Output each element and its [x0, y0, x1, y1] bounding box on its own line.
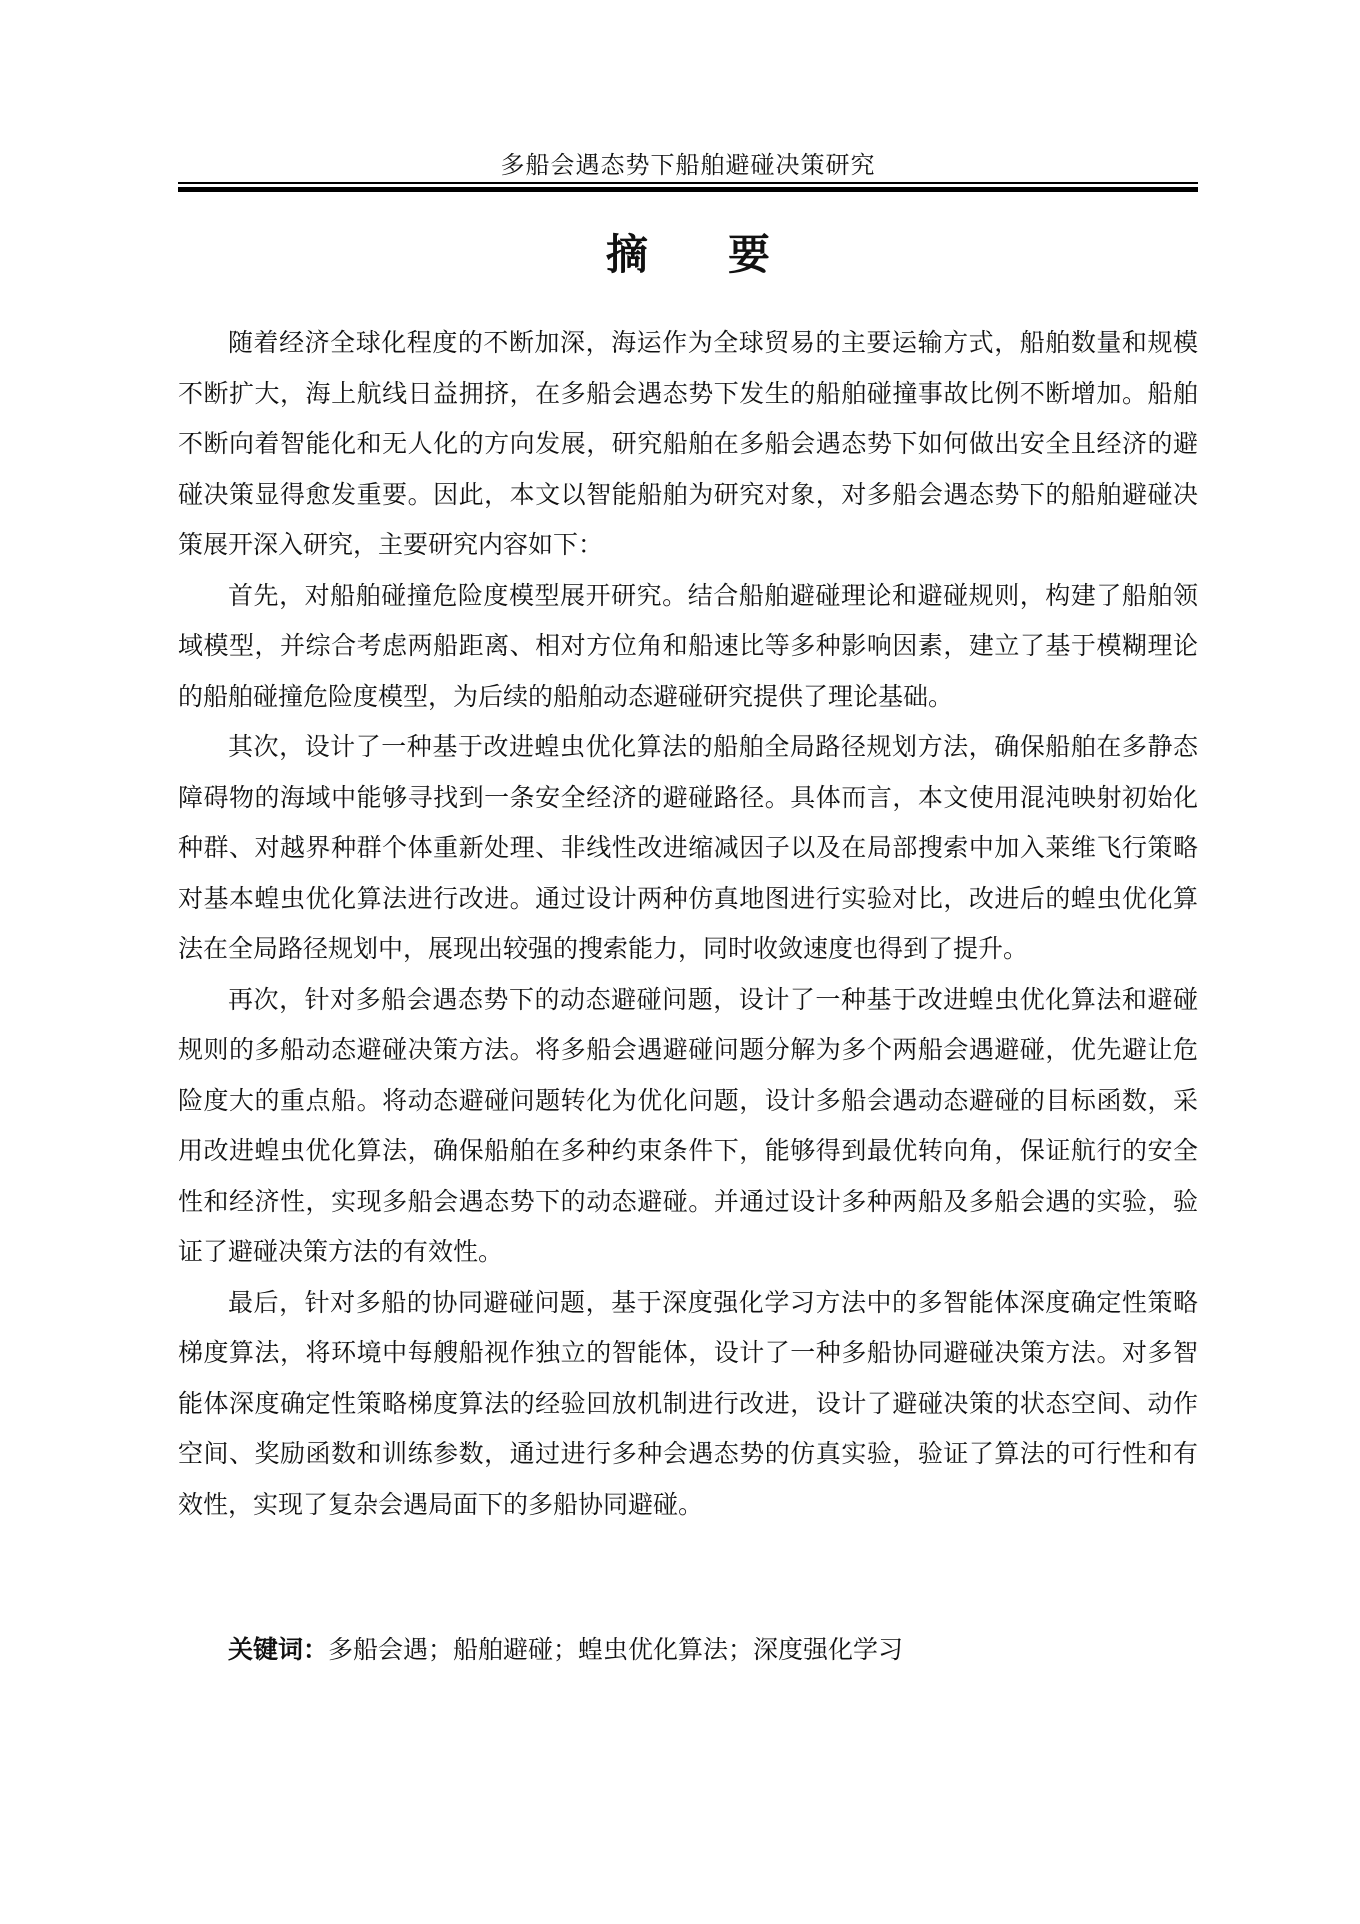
- running-header-title: 多船会遇态势下船舶避碰决策研究: [500, 151, 876, 179]
- abstract-paragraph: 再次，针对多船会遇态势下的动态避碰问题，设计了一种基于改进蝗虫优化算法和避碰规则的多船动态避碰决策方法。将多船会遇避碰问题分解为多个两船会遇避碰，优先避让危险度大的重点船。将动态避碰问题转化为优化问题，设计多船会遇动态避碰的目标函数，采用改进蝗虫优化算法，确保船舶在多种约束条件下，能够得到最优转向角，保证航行的安全性和经济性，实现多船会遇态势下的动态避碰。并通过设计多种两船及多船会遇的实验，验证了避碰决策方法的有效性。: [178, 984, 1198, 1266]
- abstract-paragraph: 最后，针对多船的协同避碰问题，基于深度强化学习方法中的多智能体深度确定性策略梯度算法，将环境中每艘船视作独立的智能体，设计了一种多船协同避碰决策方法。对多智能体深度确定性策略梯度算法的经验回放机制进行改进，设计了避碰决策的状态空间、动作空间、奖励函数和训练参数，通过进行多种会遇态势的仿真实验，验证了算法的可行性和有效性，实现了复杂会遇局面下的多船协同避碰。: [178, 1287, 1198, 1519]
- abstract-paragraph: 随着经济全球化程度的不断加深，海运作为全球贸易的主要运输方式，船舶数量和规模不断扩大，海上航线日益拥挤，在多船会遇态势下发生的船舶碰撞事故比例不断增加。船舶不断向着智能化和无人化的方向发展，研究船舶在多船会遇态势下如何做出安全且经济的避碰决策显得愈发重要。因此，本文以智能船舶为研究对象，对多船会遇态势下的船舶避碰决策展开深入研究，主要研究内容如下：: [178, 328, 1198, 559]
- abstract-title: 摘要: [605, 230, 850, 279]
- keywords-label: 关键词：: [228, 1635, 329, 1664]
- abstract-body: [178, 318, 1198, 1530]
- keywords-line: [228, 1625, 1198, 1675]
- header-rule-thick: [178, 187, 1198, 192]
- keywords-list: 多船会遇；船舶避碰；蝗虫优化算法；深度强化学习: [328, 1635, 904, 1664]
- header-rule-thin: [178, 182, 1198, 184]
- abstract-paragraph: 首先，对船舶碰撞危险度模型展开研究。结合船舶避碰理论和避碰规则，构建了船舶领域模型，并综合考虑两船距离、相对方位角和船速比等多种影响因素，建立了基于模糊理论的船舶碰撞危险度模型，为后续的船舶动态避碰研究提供了理论基础。: [178, 580, 1198, 711]
- abstract-paragraph: 其次，设计了一种基于改进蝗虫优化算法的船舶全局路径规划方法，确保船舶在多静态障碍物的海域中能够寻找到一条安全经济的避碰路径。具体而言，本文使用混沌映射初始化种群、对越界种群个体重新处理、非线性改进缩减因子以及在局部搜索中加入莱维飞行策略对基本蝗虫优化算法进行改进。通过设计两种仿真地图进行实验对比，改进后的蝗虫优化算法在全局路径规划中，展现出较强的搜索能力，同时收敛速度也得到了提升。: [178, 732, 1198, 963]
